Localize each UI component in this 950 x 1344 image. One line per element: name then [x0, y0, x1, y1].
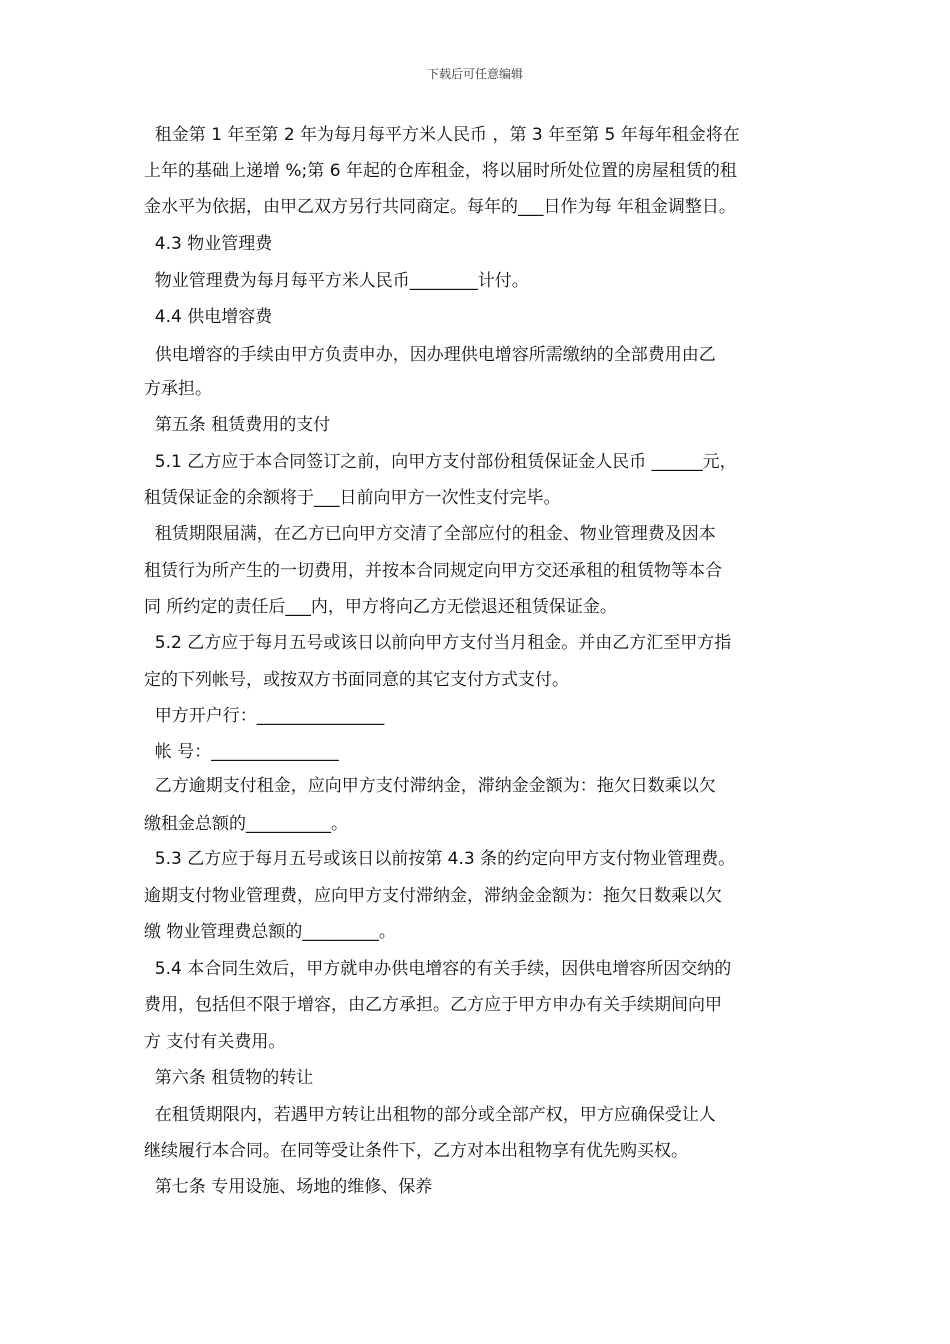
article-heading: 第七条 专用设施、场地的维修、保养 [144, 1177, 433, 1197]
text-line: 5.4 本合同生效后，甲方就申办供电增容的有关手续，因供电增容所因交纳的 [144, 959, 732, 979]
article-heading: 第五条 租赁费用的支付 [144, 415, 331, 435]
text-line: 租赁保证金的余额将于___日前向甲方一次性支付完毕。 [144, 488, 561, 508]
text-line: 乙方逾期支付租金，应向甲方支付滞纳金，滞纳金金额为：拖欠日数乘以欠 [144, 776, 716, 796]
text-line: 供电增容的手续由甲方负责申办，因办理供电增容所需缴纳的全部费用由乙 [144, 345, 716, 365]
text-line: 金水平为依据，由甲乙双方另行共同商定。每年的___日作为每 年租金调整日。 [144, 197, 736, 217]
text-line: 方承担。 [144, 379, 212, 399]
text-line: 5.2 乙方应于每月五号或该日以前向甲方支付当月租金。并由乙方汇至甲方指 [144, 633, 732, 653]
text-line: 租金第 1 年至第 2 年为每月每平方米人民币 ，第 3 年至第 5 年每年租金将在 [144, 125, 740, 145]
article-heading: 第六条 租赁物的转让 [144, 1068, 314, 1088]
text-line: 5.3 乙方应于每月五号或该日以前按第 4.3 条的约定向甲方支付物业管理费。 [144, 849, 736, 869]
bank-field: 甲方开户行：_______________ [144, 706, 385, 726]
page-header: 下载后可任意编辑 [426, 67, 523, 81]
section-heading: 4.4 供电增容费 [144, 307, 273, 327]
text-line: 租赁行为所产生的一切费用，并按本合同规定向甲方交还承租的租赁物等本合 [144, 561, 722, 581]
section-heading: 4.3 物业管理费 [144, 234, 273, 254]
text-line: 上年的基础上递增 %;第 6 年起的仓库租金，将以届时所处位置的房屋租赁的租 [144, 161, 737, 181]
text-line: 在租赁期限内，若遇甲方转让出租物的部分或全部产权，甲方应确保受让人 [144, 1105, 716, 1125]
text-line: 方 支付有关费用。 [144, 1032, 286, 1052]
text-line: 同 所约定的责任后___内，甲方将向乙方无偿退还租赁保证金。 [144, 597, 617, 617]
text-line: 物业管理费为每月每平方米人民币________计付。 [144, 271, 529, 291]
text-line: 定的下列帐号，或按双方书面同意的其它支付方式支付。 [144, 670, 569, 690]
account-field: 帐 号：_______________ [144, 742, 339, 762]
text-line: 缴租金总额的__________。 [144, 814, 348, 834]
text-line: 租赁期限届满，在乙方已向甲方交清了全部应付的租金、物业管理费及因本 [144, 524, 716, 544]
text-line: 逾期支付物业管理费，应向甲方支付滞纳金，滞纳金金额为：拖欠日数乘以欠 [144, 886, 722, 906]
text-line: 继续履行本合同。在同等受让条件下，乙方对本出租物享有优先购买权。 [144, 1141, 688, 1161]
text-line: 5.1 乙方应于本合同签订之前，向甲方支付部份租赁保证金人民币 ______元， [144, 452, 737, 472]
text-line: 费用，包括但不限于增容，由乙方承担。乙方应于甲方申办有关手续期间向甲 [144, 995, 722, 1015]
text-line: 缴 物业管理费总额的_________。 [144, 922, 396, 942]
